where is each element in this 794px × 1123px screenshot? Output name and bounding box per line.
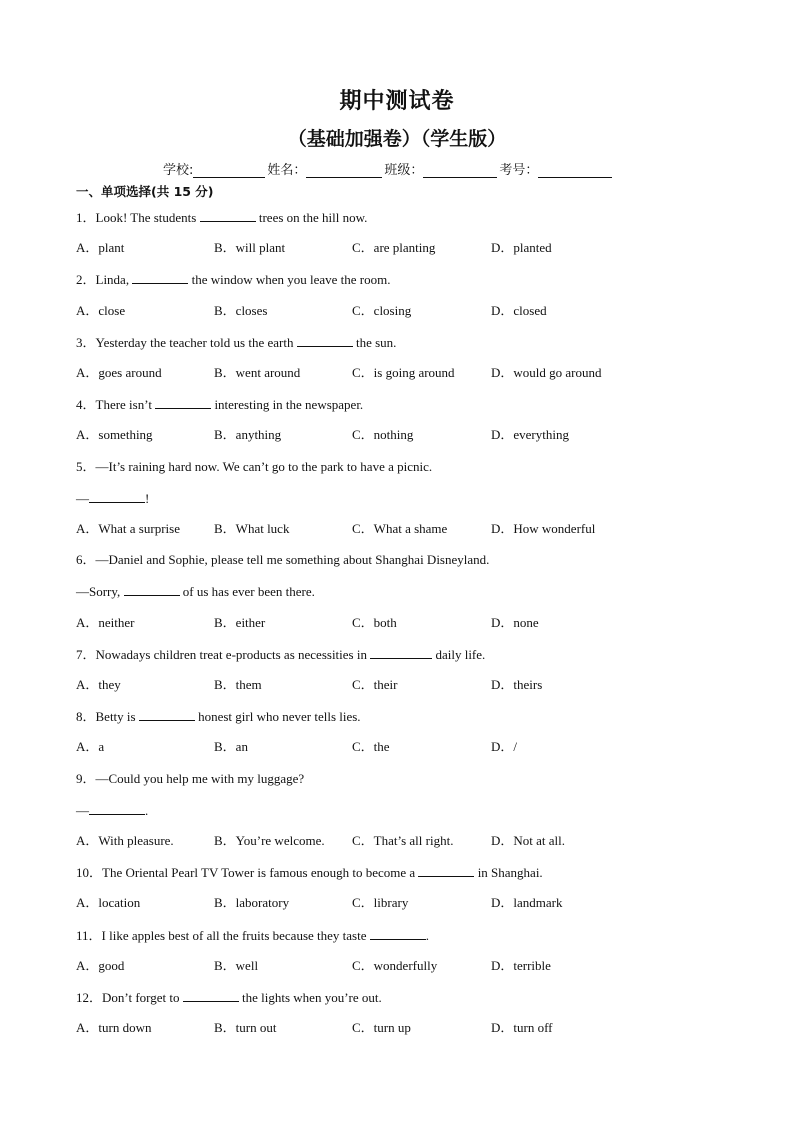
exam-no-label: 考号：	[499, 163, 539, 178]
answer-option-c[interactable]: C．nothing	[352, 427, 414, 443]
answer-option-c[interactable]: C．the	[352, 739, 390, 755]
answer-option-b[interactable]: B．either	[214, 614, 266, 630]
answer-blank[interactable]	[124, 583, 180, 596]
answer-option-b[interactable]: B．anything	[214, 427, 282, 443]
page-subtitle: （基础加强卷）（学生版）	[287, 128, 507, 150]
question-stem	[76, 646, 485, 663]
answer-option-d[interactable]: D．theirs	[491, 677, 543, 692]
answer-blank[interactable]	[418, 864, 474, 877]
question-stem	[76, 459, 432, 475]
answer-option-d[interactable]: D．everything	[491, 427, 569, 443]
question-text: 10．The Oriental Pearl TV Tower is famous enough to become a	[76, 865, 419, 881]
answer-option-d[interactable]: D．closed	[491, 302, 547, 318]
answer-blank[interactable]	[89, 490, 145, 503]
reply-text-after-blank: .	[145, 802, 149, 818]
reply-text-after-blank: of us has ever been there.	[179, 584, 315, 600]
answer-blank[interactable]	[370, 927, 426, 940]
answer-option-a[interactable]: A．close	[76, 302, 126, 318]
answer-option-c[interactable]: C．What a shame	[352, 521, 448, 536]
answer-blank[interactable]	[200, 209, 256, 222]
answer-option-a[interactable]: A．something	[76, 427, 153, 443]
answer-option-a[interactable]: A．good	[76, 957, 125, 973]
question-stem	[76, 864, 543, 881]
answer-option-b[interactable]: B．went around	[214, 365, 301, 380]
class-field[interactable]	[423, 163, 497, 178]
question-text-after-blank: daily life.	[432, 646, 486, 662]
question-text-after-blank: the window when you leave the room.	[188, 272, 391, 288]
class-label: 班级：	[384, 163, 424, 178]
answer-option-a[interactable]: A．they	[76, 677, 121, 692]
answer-option-d[interactable]: D．turn off	[491, 1020, 553, 1036]
answer-option-b[interactable]: B．an	[214, 739, 248, 755]
answer-option-a[interactable]: A．With pleasure.	[76, 833, 174, 848]
answer-option-c[interactable]: C．both	[352, 614, 397, 630]
question-text: 5．—It’s raining hard now. We can’t go to the park to have a picnic.	[76, 458, 433, 474]
answer-blank[interactable]	[89, 802, 145, 815]
question-text-after-blank: interesting in the newspaper.	[211, 397, 364, 413]
question-text-after-blank: the sun.	[352, 334, 397, 350]
answer-option-c[interactable]: C．are planting	[352, 240, 436, 256]
answer-blank[interactable]	[155, 396, 211, 409]
question-text-after-blank: the lights when you’re out.	[238, 990, 382, 1005]
question-text: 8．Betty is	[76, 709, 139, 725]
reply-text-after-blank: !	[145, 490, 150, 506]
question-reply-line	[76, 802, 148, 819]
reply-text: —	[76, 490, 89, 506]
answer-blank[interactable]	[297, 334, 353, 347]
question-text: 9．—Could you help me with my luggage?	[76, 770, 305, 786]
answer-option-a[interactable]: A．a	[76, 739, 105, 755]
question-stem	[76, 334, 396, 351]
question-stem	[76, 771, 304, 787]
answer-blank[interactable]	[139, 708, 195, 721]
answer-option-c[interactable]: C．their	[352, 677, 398, 692]
answer-option-c[interactable]: C．wonderfully	[352, 957, 438, 973]
answer-option-b[interactable]: B．turn out	[214, 1020, 277, 1036]
question-text: 7．Nowadays children treat e-products as necessities in	[76, 646, 371, 662]
reply-text: —	[76, 802, 89, 818]
answer-option-c[interactable]: C．library	[352, 895, 409, 911]
question-stem	[76, 989, 382, 1006]
question-text: 2．Linda,	[76, 272, 133, 288]
answer-option-d[interactable]: D．none	[491, 614, 539, 630]
answer-option-c[interactable]: C．That’s all right.	[352, 833, 454, 848]
page-title: 期中测试卷	[339, 89, 455, 114]
answer-blank[interactable]	[370, 646, 432, 659]
question-text-after-blank: trees on the hill now.	[255, 210, 368, 225]
answer-option-d[interactable]: D．How wonderful	[491, 521, 596, 536]
answer-blank[interactable]	[183, 989, 239, 1002]
answer-option-b[interactable]: B．You’re welcome.	[214, 833, 325, 848]
answer-option-d[interactable]: D．planted	[491, 240, 552, 256]
answer-option-a[interactable]: A．plant	[76, 240, 125, 256]
student-info-row	[163, 159, 614, 178]
reply-text: —Sorry,	[76, 584, 124, 600]
answer-option-b[interactable]: B．closes	[214, 302, 268, 318]
answer-blank[interactable]	[132, 271, 188, 284]
question-reply-line	[76, 490, 149, 507]
answer-option-a[interactable]: A．What a surprise	[76, 521, 180, 536]
question-stem	[76, 927, 429, 944]
name-field[interactable]	[306, 163, 382, 178]
question-text: 6．—Daniel and Sophie, please tell me something about Shanghai Disneyland.	[76, 552, 490, 568]
answer-option-d[interactable]: D．terrible	[491, 957, 551, 973]
answer-option-b[interactable]: B．What luck	[214, 521, 290, 536]
question-text: 1．Look! The students	[76, 210, 200, 225]
exam-no-field[interactable]	[538, 163, 612, 178]
question-reply-line	[76, 583, 315, 600]
answer-option-c[interactable]: C．turn up	[352, 1020, 411, 1036]
answer-option-a[interactable]: A．location	[76, 895, 141, 911]
question-stem	[76, 552, 489, 568]
question-stem	[76, 209, 367, 226]
answer-option-d[interactable]: D．Not at all.	[491, 833, 566, 848]
school-label: 学校:	[163, 163, 194, 178]
question-text-after-blank: honest girl who never tells lies.	[194, 709, 361, 725]
answer-option-b[interactable]: B．them	[214, 677, 262, 692]
answer-option-a[interactable]: A．neither	[76, 614, 135, 630]
question-text-after-blank: .	[425, 927, 429, 943]
answer-option-b[interactable]: B．laboratory	[214, 895, 290, 911]
question-stem	[76, 396, 363, 413]
name-label: 姓名：	[267, 163, 307, 178]
question-stem	[76, 708, 361, 725]
answer-option-d[interactable]: D．would go around	[491, 365, 602, 380]
question-text-after-blank: in Shanghai.	[474, 865, 543, 881]
answer-option-c[interactable]: C．is going around	[352, 365, 455, 380]
school-field[interactable]	[193, 163, 265, 178]
question-text: 4．There isn’t	[76, 397, 156, 413]
question-text: 11．I like apples best of all the fruits because they taste	[76, 927, 370, 943]
answer-option-d[interactable]: D．landmark	[491, 895, 563, 911]
answer-option-b[interactable]: B．will plant	[214, 240, 286, 256]
answer-option-c[interactable]: C．closing	[352, 302, 412, 318]
question-text: 12．Don’t forget to	[76, 990, 183, 1005]
answer-option-d[interactable]: D．/	[491, 739, 518, 755]
question-stem	[76, 271, 391, 288]
question-text: 3．Yesterday the teacher told us the earth	[76, 334, 297, 350]
answer-option-a[interactable]: A．turn down	[76, 1020, 152, 1036]
answer-option-a[interactable]: A．goes around	[76, 365, 162, 380]
answer-option-b[interactable]: B．well	[214, 957, 259, 973]
section-heading: 一、单项选择(共 15 分)	[76, 184, 214, 199]
